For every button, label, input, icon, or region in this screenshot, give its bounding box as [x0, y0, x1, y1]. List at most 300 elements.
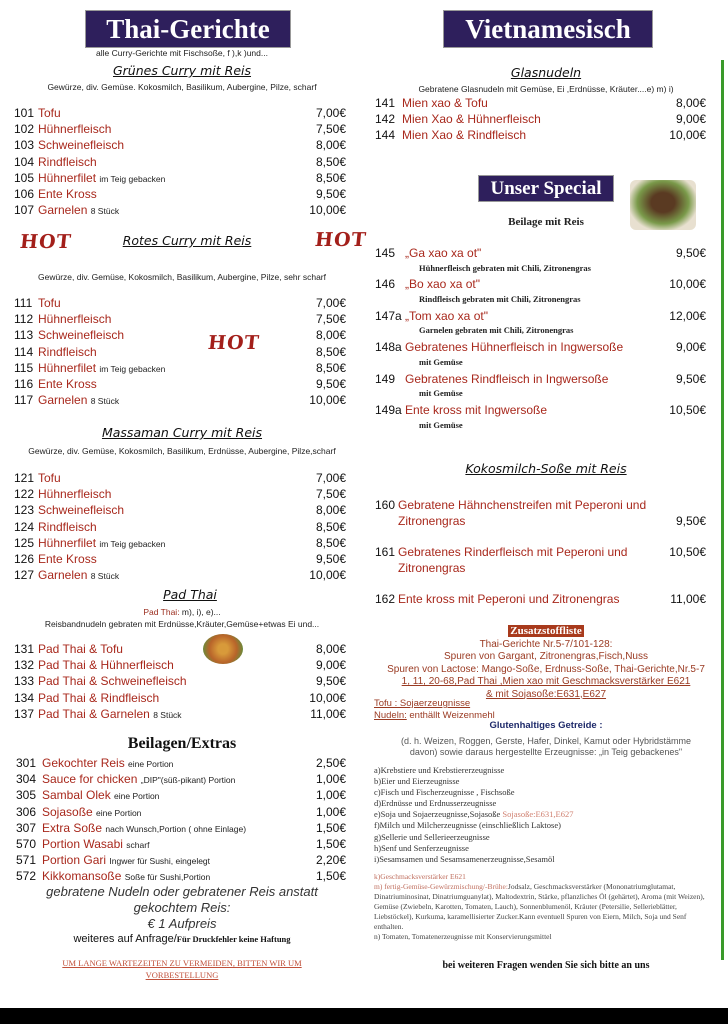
- item-number: 104: [14, 154, 35, 169]
- item-name: [38, 673, 187, 689]
- pad-thai-list: [14, 641, 346, 722]
- item-number: 160: [375, 498, 396, 512]
- item-price: 1,50€: [315, 869, 346, 884]
- item-note: Ingwer für Sushi, eingelegt: [109, 856, 211, 867]
- item-name: [42, 820, 246, 837]
- item-price: 1,50€: [315, 836, 346, 851]
- item-number: 145: [375, 246, 396, 260]
- item-name: [38, 567, 119, 584]
- red-curry-list: [14, 295, 346, 408]
- item-name: [402, 95, 488, 111]
- menu-item: [14, 690, 346, 706]
- item-name: [38, 105, 61, 121]
- item-price: 8,00€: [675, 96, 706, 110]
- item-name-text: Schweinefleisch: [38, 138, 125, 153]
- item-name: [42, 804, 141, 821]
- allergen-item: [374, 787, 574, 798]
- item-price: 1,00€: [315, 804, 346, 819]
- item-name-text: Schweinefleisch: [38, 328, 125, 343]
- item-number: 115: [14, 360, 34, 375]
- item-name: [398, 497, 646, 529]
- item-note: 8 Stück: [90, 206, 120, 217]
- item-number: 301: [16, 756, 37, 770]
- item-name: [38, 202, 119, 219]
- gluten-desc: davon) sowie daraus hergestellte Erzeugnisse: „in Teig gebackenes": [409, 747, 683, 757]
- menu-item: [375, 371, 706, 387]
- item-price: 8,00€: [315, 503, 346, 518]
- item-number: 133: [14, 674, 35, 689]
- additives-heading: Zusatzstoffliste: [510, 625, 582, 637]
- menu-item: [375, 127, 706, 143]
- item-name-text: Portion Wasabi: [42, 836, 123, 851]
- item-price: 9,50€: [675, 514, 706, 528]
- item-number: 103: [14, 138, 35, 153]
- item-name: [42, 852, 210, 869]
- glasnudeln-list: [375, 95, 706, 144]
- allergen-text: b)Eier und Eierzeugnisse: [374, 776, 460, 787]
- item-name-text: Pad Thai & Hühnerfleisch: [38, 658, 174, 673]
- preorder-notice: UM LANGE WARTEZEITEN ZU VERMEIDEN, BITTEN WIR UM: [62, 958, 302, 968]
- green-curry-list: [14, 105, 346, 218]
- item-price: 2,50€: [315, 756, 346, 770]
- item-name: [38, 641, 123, 657]
- coconut-heading: Kokosmilch-Soße mit Reis: [465, 461, 627, 476]
- item-name-line: Gebratenes Rinderfleisch mit Peperoni und: [398, 545, 628, 559]
- item-description: mit Gemüse: [419, 419, 463, 430]
- noodles-label: Nudeln:: [374, 710, 407, 721]
- menu-item: [375, 308, 706, 324]
- item-name: [38, 486, 111, 502]
- allergen-k: k)Geschmacksverstärker E621: [374, 872, 466, 881]
- thai-title: Thai-Gerichte: [85, 10, 291, 48]
- vietnam-title: Vietnamesisch: [443, 10, 653, 48]
- menu-item: [14, 486, 346, 502]
- item-number: 307: [16, 820, 37, 835]
- item-name: [38, 657, 174, 673]
- item-number: 137: [14, 706, 35, 721]
- allergen-m-text: Jodsalz, Geschmacksverstärker (Mononatriumglutamat, Dinatriuminosinat, Dinatriumguanylat), Maltodextrin, Stärke, pflanzliches Öl (gehärtet), Aroma (mit Weizen), Gemüse (Zwiebeln, Karotten, Tomaten, Lauch), Sonnenblumenöl, Kräuter (Petersilie, Sellerieblätter, Liebstöckel), Kurkuma, karamellisierter Zucker.Kann eventuell Spuren von Eiern, Milch, Soja und Senf enthalten.: [374, 882, 705, 931]
- item-number: 149: [375, 371, 396, 386]
- item-name: [398, 544, 627, 576]
- item-name: [398, 591, 619, 607]
- menu-item: [375, 276, 706, 292]
- item-note: Soße für Sushi,Portion: [124, 872, 211, 883]
- menu-item: [16, 804, 346, 820]
- menu-item: [375, 544, 706, 591]
- item-price: 12,00€: [669, 308, 706, 323]
- item-note: 8 Stück: [90, 396, 120, 407]
- item-price: 11,00€: [310, 706, 346, 721]
- red-curry-desc: Gewürze, div. Gemüse, Kokosmilch, Basilikum, Aubergine, Pilze, sehr scharf: [37, 272, 326, 282]
- item-description: Garnelen gebraten mit Chili, Zitronengras: [419, 325, 574, 336]
- red-curry-heading: Rotes Curry mit Reis: [122, 233, 252, 248]
- special-side-dish: Beilage mit Reis: [508, 216, 584, 228]
- item-name-text: Gekochter Reis: [42, 756, 125, 770]
- item-name-text: Mien Xao & Rindfleisch: [402, 128, 527, 143]
- menu-item: [14, 105, 346, 121]
- item-number: 121: [14, 471, 35, 485]
- menu-item: [16, 836, 346, 852]
- item-name: [42, 868, 210, 885]
- item-price: 10,50€: [669, 402, 706, 417]
- additive-line: Thai-Gerichte Nr.5-7/101-128:: [479, 638, 613, 650]
- menu-item: [375, 95, 706, 111]
- allergen-extra: Sojasoße:E631,E627: [500, 809, 574, 820]
- menu-item: [375, 245, 706, 261]
- item-number: 113: [14, 328, 34, 343]
- item-name: [38, 360, 165, 377]
- item-number: 132: [14, 658, 35, 673]
- item-number: 122: [14, 487, 35, 502]
- item-number: 106: [14, 186, 35, 201]
- item-name: [42, 836, 149, 853]
- menu-item: [16, 755, 346, 771]
- item-number: 114: [14, 344, 34, 359]
- item-price: 10,00€: [309, 568, 346, 583]
- allergen-text: g)Sellerie und Sellerieerzeugnisse: [374, 831, 490, 842]
- item-number: 305: [16, 788, 37, 803]
- item-name: [38, 121, 111, 137]
- item-note: eine Portion: [114, 791, 160, 802]
- item-name: [42, 755, 173, 772]
- item-price: 10,00€: [309, 203, 346, 218]
- item-price: 10,00€: [669, 277, 706, 292]
- tofu-note: Tofu : Sojaerzeugnisse: [374, 698, 471, 709]
- item-price: 1,00€: [315, 772, 346, 787]
- item-number: 126: [14, 551, 35, 566]
- item-number: 161: [375, 545, 396, 559]
- item-name-text: Tofu: [38, 296, 61, 310]
- item-name-text: Garnelen: [38, 393, 88, 408]
- menu-item: [14, 641, 346, 657]
- menu-item: [14, 202, 346, 218]
- massaman-desc: Gewürze, div. Gemüse, Kokosmilch, Basilikum, Erdnüsse, Aubergine, Pilze,scharf: [28, 446, 336, 456]
- item-name: [38, 327, 124, 343]
- allergen-item: [374, 820, 574, 831]
- allergen-n: n) Tomaten, Tomatenerzeugnisse mit Konservierungsmittel: [374, 932, 552, 941]
- menu-item: [14, 470, 346, 486]
- item-note: eine Portion: [128, 759, 174, 769]
- menu-item: [375, 591, 706, 607]
- item-price: 9,50€: [675, 246, 706, 260]
- item-name-text: Rindfleisch: [38, 519, 97, 534]
- glasnudeln-desc: Gebratene Glasnudeln mit Gemüse, Ei ,Erdnüsse, Kräuter....e) m) i): [418, 84, 674, 94]
- item-name: „Bo xao xa ot": [405, 277, 480, 292]
- item-name: Gebratenes Hühnerfleisch in Ingwersoße: [405, 340, 624, 355]
- allergen-item: [374, 798, 574, 809]
- menu-item: [14, 519, 346, 535]
- item-number: 101: [14, 106, 35, 120]
- menu-item: [14, 535, 346, 551]
- item-number: 141: [375, 96, 396, 110]
- item-description: Rindfleisch gebraten mit Chili, Zitronengras: [419, 294, 581, 305]
- item-name-text: Ente Kross: [38, 186, 97, 201]
- item-price: 9,50€: [315, 186, 346, 201]
- item-price: 7,00€: [315, 471, 346, 485]
- item-name: [38, 154, 97, 170]
- item-description: mit Gemüse: [419, 388, 463, 399]
- item-name: [38, 170, 165, 187]
- item-name-text: Tofu: [38, 106, 61, 120]
- item-number: 570: [16, 836, 37, 851]
- item-price: 10,00€: [669, 128, 706, 143]
- extras-note: gekochtem Reis:: [133, 900, 231, 915]
- item-name-text: Hühnerfleisch: [38, 312, 112, 327]
- additive-line: Spuren von Lactose: Mango-Soße, Erdnuss-Soße, Thai-Gerichte,Nr.5-7: [387, 663, 705, 675]
- menu-item: [16, 852, 346, 868]
- item-name: [38, 502, 124, 518]
- item-price: 11,00€: [670, 592, 706, 606]
- item-name-text: Rindfleisch: [38, 344, 97, 359]
- glasnudeln-heading: Glasnudeln: [510, 65, 582, 80]
- item-name: [42, 771, 235, 788]
- special-photo: [630, 180, 696, 230]
- item-description: mit Gemüse: [419, 356, 463, 367]
- menu-item: [14, 121, 346, 137]
- item-name-text: Mien Xao & Hühnerfleisch: [402, 112, 541, 127]
- item-number: 134: [14, 690, 35, 705]
- item-price: 7,50€: [315, 122, 346, 137]
- allergen-item: [374, 776, 574, 787]
- menu-item: [14, 376, 346, 392]
- allergen-text: i)Sesamsamen und Sesamsamenerzeugnisse,Sesamöl: [374, 853, 555, 864]
- item-name: [38, 551, 97, 567]
- menu-item: [14, 567, 346, 583]
- item-price: 8,50€: [315, 154, 346, 169]
- item-price: 9,00€: [315, 658, 346, 673]
- menu-item: [14, 657, 346, 673]
- item-number: 571: [16, 853, 37, 868]
- allergen-text: h)Senf und Senferzeugnisse: [374, 842, 469, 853]
- questions-footer: bei weiteren Fragen wenden Sie sich bitte an uns: [442, 960, 650, 971]
- menu-item: [14, 295, 346, 311]
- item-name-text: Hühnerfleisch: [38, 122, 112, 137]
- item-name: [38, 690, 159, 706]
- item-number: 131: [14, 642, 35, 656]
- item-price: 9,50€: [315, 551, 346, 566]
- item-number: 117: [14, 393, 34, 408]
- item-name-text: Portion Gari: [42, 853, 107, 868]
- hot-label: HOT: [18, 231, 73, 253]
- menu-item: [375, 111, 706, 127]
- menu-item: [14, 170, 346, 186]
- hot-label: HOT: [313, 229, 368, 251]
- item-name-text: Ente Kross: [38, 551, 97, 566]
- item-name: [38, 706, 182, 723]
- item-price: 9,50€: [675, 371, 706, 386]
- menu-item: [16, 868, 346, 884]
- item-note: im Teig gebacken: [99, 173, 166, 184]
- item-price: 7,50€: [315, 312, 346, 327]
- item-name-text: Kikkomansoße: [42, 869, 122, 884]
- item-name-line: Gebratene Hähnchenstreifen mit Peperoni und: [398, 498, 647, 512]
- item-price: 10,00€: [309, 393, 346, 408]
- item-name: „Tom xao xa ot": [405, 308, 488, 323]
- item-note: im Teig gebacken: [99, 538, 166, 549]
- allergen-item: [374, 843, 574, 854]
- allergen-item: [374, 809, 574, 820]
- item-number: 146: [375, 277, 396, 292]
- item-name: [38, 376, 97, 392]
- item-name: [38, 295, 61, 311]
- item-name: [38, 311, 111, 327]
- menu-item: [14, 551, 346, 567]
- item-price: 7,00€: [315, 106, 346, 120]
- item-price: 8,50€: [315, 344, 346, 359]
- item-number: 572: [16, 869, 37, 884]
- menu-item: [14, 137, 346, 153]
- pad-thai-desc: Reisbandnudeln gebraten mit Erdnüsse,Kräuter,Gemüse+etwas Ei und...: [44, 619, 320, 629]
- hot-label: HOT: [206, 332, 261, 354]
- item-name-text: Sojasoße: [42, 804, 93, 819]
- item-note: im Teig gebacken: [99, 363, 166, 374]
- pad-thai-allergen-label: Pad Thai:: [143, 607, 180, 617]
- item-name: [38, 519, 97, 535]
- item-name-line: Zitronengras: [398, 561, 466, 575]
- item-price: 10,50€: [669, 545, 706, 559]
- noodles-note: enthällt Weizenmehl: [406, 710, 495, 721]
- item-number: 116: [14, 376, 34, 391]
- item-note: 8 Stück: [90, 571, 120, 582]
- green-curry-heading: Grünes Curry mit Reis: [112, 63, 252, 78]
- item-price: 7,50€: [315, 487, 346, 502]
- item-note: nach Wunsch,Portion ( ohne Einlage): [105, 823, 247, 834]
- menu-item: [14, 186, 346, 202]
- misprint-disclaimer: Für Druckfehler keine Haftung: [176, 934, 291, 944]
- extras-heading: Beilagen/Extras: [127, 735, 237, 752]
- item-price: 8,00€: [315, 642, 346, 656]
- menu-item: [14, 673, 346, 689]
- item-price: 9,00€: [675, 112, 706, 127]
- menu-item: [14, 327, 346, 343]
- menu-item: [14, 502, 346, 518]
- item-name: Ente kross mit Ingwersoße: [405, 402, 548, 417]
- item-number: 102: [14, 122, 35, 137]
- menu-item: [16, 787, 346, 803]
- item-number: 111: [14, 296, 33, 310]
- allergen-text: f)Milch und Milcherzeugnisse (einschließlich Laktose): [374, 820, 561, 831]
- item-note: „DIP"(süß-pikant) Portion: [140, 775, 236, 786]
- additive-line: Spuren von Gargant, Zitronengras,Fisch,Nuss: [444, 651, 648, 662]
- allergen-text: d)Erdnüsse und Erdnusserzeugnisse: [374, 798, 497, 809]
- item-note: scharf: [126, 839, 150, 850]
- item-note: eine Portion: [96, 807, 142, 818]
- item-price: 8,50€: [315, 519, 346, 534]
- item-price: 1,00€: [315, 788, 346, 803]
- special-heading: Unser Special: [478, 175, 614, 202]
- item-number: 142: [375, 112, 396, 127]
- item-price: 1,50€: [315, 820, 346, 835]
- item-name: [402, 127, 526, 143]
- item-price: 8,00€: [315, 138, 346, 153]
- menu-item: [375, 339, 706, 355]
- item-number: 125: [14, 535, 35, 550]
- coconut-list: [375, 497, 706, 607]
- item-name-text: Hühnerfilet: [38, 535, 97, 550]
- special-list: [375, 245, 706, 433]
- item-name-text: Pad Thai & Garnelen: [38, 706, 150, 721]
- item-name-text: Sauce for chicken: [42, 772, 138, 787]
- massaman-heading: Massaman Curry mit Reis: [101, 425, 263, 440]
- item-price: 2,20€: [315, 853, 346, 868]
- item-number: 149a: [375, 402, 402, 417]
- allergen-text: a)Krebstiere und Krebstiererzeugnisse: [374, 765, 505, 775]
- item-number: 127: [14, 568, 35, 583]
- item-price: 8,50€: [315, 535, 346, 550]
- menu-item: [375, 402, 706, 418]
- bottom-bar: [0, 1008, 728, 1024]
- item-number: 147a: [375, 308, 402, 323]
- additive-line: 1, 11, 20-68,Pad Thai ,Mien xao mit Geschmacksverstärker E621: [401, 676, 691, 687]
- menu-item: [14, 344, 346, 360]
- allergen-m-label: m) fertig-Gemüse-Gewürzmischung/-Brühe:: [374, 882, 508, 891]
- item-number: 144: [375, 128, 396, 143]
- item-name-text: Pad Thai & Schweinefleisch: [38, 674, 187, 689]
- item-note: 8 Stück: [153, 709, 182, 720]
- allergen-text: c)Fisch und Fischerzeugnisse , Fischsoße: [374, 787, 515, 798]
- more-on-request: weiteres auf Anfrage/: [73, 933, 177, 945]
- item-number: 105: [14, 170, 35, 185]
- menu-item: [375, 497, 706, 544]
- item-name-text: Pad Thai & Rindfleisch: [38, 690, 160, 705]
- item-price: 9,50€: [315, 674, 346, 689]
- item-name-line: Ente kross mit Peperoni und Zitronengras: [398, 592, 620, 606]
- item-name-text: Garnelen: [38, 568, 88, 583]
- item-price: 8,50€: [315, 360, 346, 375]
- item-name: [38, 344, 97, 360]
- extras-surcharge: € 1 Aufpreis: [147, 916, 217, 931]
- green-curry-desc: Gewürze, div. Gemüse. Kokosmilch, Basilikum, Aubergine, Pilze, scharf: [47, 82, 317, 92]
- menu-item: [14, 154, 346, 170]
- item-name-text: Hühnerfilet: [38, 360, 97, 375]
- additive-line: & mit Sojasoße:E631,E627: [485, 688, 607, 700]
- allergen-item: [374, 765, 574, 776]
- extras-note: gebratene Nudeln oder gebratener Reis anstatt: [46, 884, 318, 899]
- item-price: 8,50€: [315, 170, 346, 185]
- gluten-desc: (d. h. Weizen, Roggen, Gerste, Hafer, Dinkel, Kamut oder Hybridstämme: [401, 736, 691, 746]
- item-number: 124: [14, 519, 35, 534]
- allergen-text: e)Soja und Sojaerzeugnisse,Sojasoße: [374, 809, 501, 820]
- extras-list: [16, 755, 346, 885]
- item-number: 148a: [375, 340, 402, 355]
- item-number: 123: [14, 503, 35, 518]
- thai-subtitle: alle Curry-Gerichte mit Fischsoße, f ),k )und...: [96, 48, 268, 58]
- preorder-notice: VORBESTELLUNG: [145, 970, 219, 980]
- item-price: 8,00€: [315, 328, 346, 343]
- item-name-text: Garnelen: [38, 203, 88, 218]
- item-name-text: Hühnerfleisch: [38, 487, 112, 502]
- pad-thai-heading: Pad Thai: [163, 587, 217, 602]
- item-name-line: Zitronengras: [398, 514, 466, 528]
- item-number: 107: [14, 203, 35, 218]
- gluten-heading: Glutenhaltiges Getreide :: [489, 720, 603, 731]
- item-name-text: Pad Thai & Tofu: [38, 642, 123, 656]
- item-name: [38, 186, 97, 202]
- pad-thai-allergens: m), i), e)...: [179, 607, 221, 617]
- menu-item: [14, 706, 346, 722]
- item-name: [38, 392, 119, 409]
- item-price: 10,00€: [309, 690, 346, 705]
- item-price: 7,00€: [315, 296, 346, 310]
- item-name-text: Mien xao & Tofu: [402, 96, 488, 110]
- green-border: [721, 60, 724, 960]
- item-number: 304: [16, 772, 37, 787]
- menu-item: [16, 820, 346, 836]
- item-name-text: Schweinefleisch: [38, 503, 125, 518]
- item-name-text: Hühnerfilet: [38, 170, 97, 185]
- item-price: 9,50€: [315, 376, 346, 391]
- item-name: [38, 137, 124, 153]
